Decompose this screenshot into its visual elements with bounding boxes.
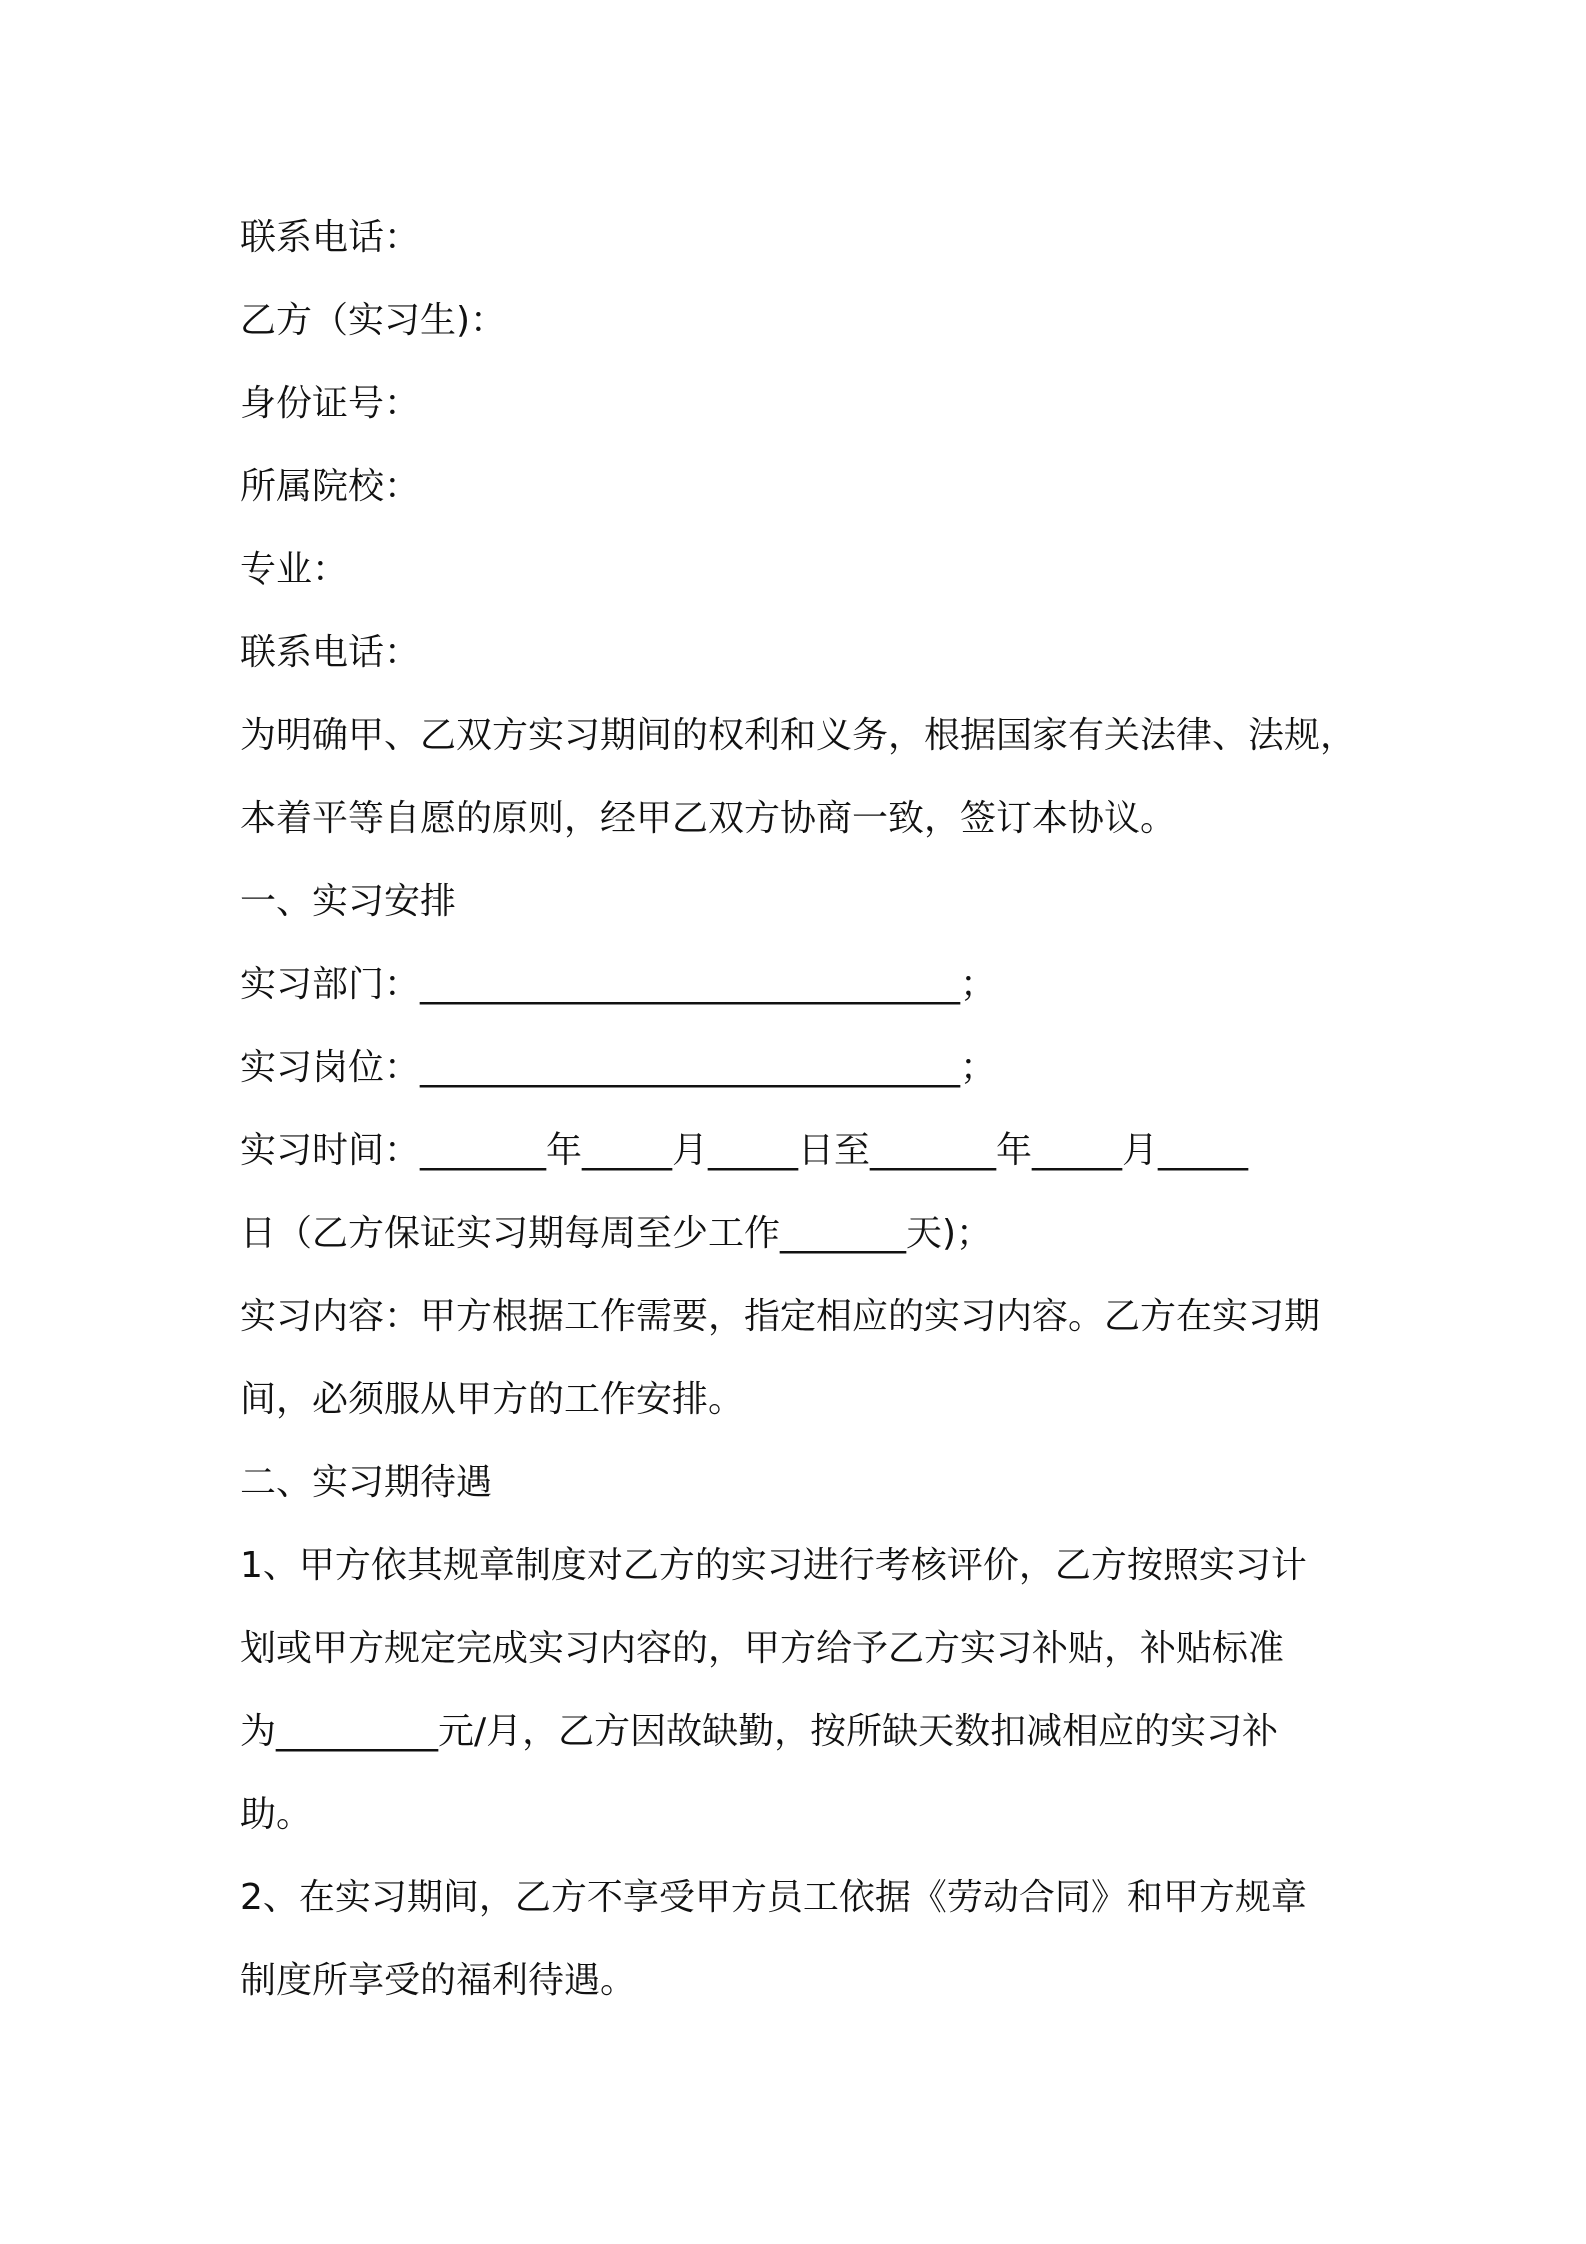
field-position: 实习岗位：______________________________； — [240, 1047, 997, 1088]
field-party-b-intern: 乙方（实习生)： — [240, 300, 507, 341]
document-body — [240, 196, 1370, 2022]
field-major: 专业： — [240, 549, 349, 590]
field-contact-phone-party-a: 联系电话： — [240, 217, 421, 258]
field-period-line-2: 日（乙方保证实习期每周至少工作_______天)； — [240, 1213, 993, 1254]
field-contact-phone-party-b: 联系电话： — [240, 632, 421, 673]
preamble-line-2: 本着平等自愿的原则，经甲乙双方协商一致，签订本协议。 — [240, 798, 1177, 839]
section-heading-internship-benefits: 二、实习期待遇 — [240, 1462, 493, 1503]
section-heading-internship-arrangement: 一、实习安排 — [240, 881, 457, 922]
clause-1-line-2: 划或甲方规定完成实习内容的，甲方给予乙方实习补贴，补贴标准 — [240, 1628, 1285, 1669]
field-period-line-1: 实习时间：_______年_____月_____日至_______年_____月_____ — [240, 1130, 1249, 1171]
internship-content-line-2: 间，必须服从甲方的工作安排。 — [240, 1379, 745, 1420]
clause-2-line-2: 制度所享受的福利待遇。 — [240, 1960, 637, 2001]
clause-1-line-4: 助。 — [240, 1794, 313, 1835]
internship-content-line-1: 实习内容：甲方根据工作需要，指定相应的实习内容。乙方在实习期 — [240, 1296, 1321, 1337]
clause-1-line-3: 为_________元/月，乙方因故缺勤，按所缺天数扣减相应的实习补 — [240, 1711, 1279, 1752]
field-id-number: 身份证号： — [240, 383, 421, 424]
preamble-line-1: 为明确甲、乙双方实习期间的权利和义务，根据国家有关法律、法规， — [240, 715, 1357, 756]
field-school: 所属院校： — [240, 466, 421, 507]
field-department: 实习部门：______________________________； — [240, 964, 997, 1005]
clause-2-line-1: 2、在实习期间，乙方不享受甲方员工依据《劳动合同》和甲方规章 — [240, 1877, 1307, 1918]
clause-1-line-1: 1、甲方依其规章制度对乙方的实习进行考核评价，乙方按照实习计 — [240, 1545, 1307, 1586]
